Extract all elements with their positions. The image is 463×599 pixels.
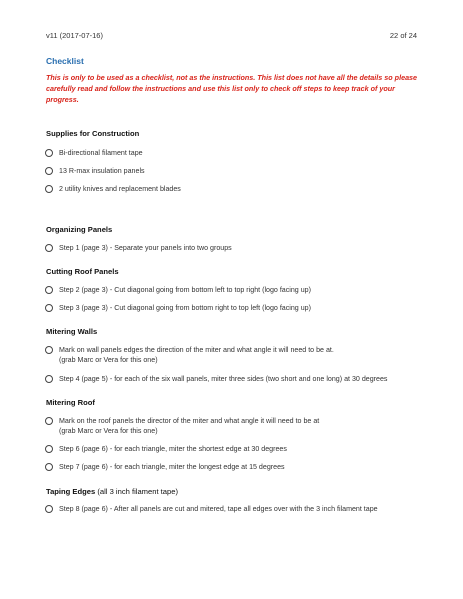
item-label: Step 4 (page 5) - for each of the six wall panels, miter three sides (two short and one long) at 30 degrees <box>59 375 388 383</box>
checkbox-circle[interactable] <box>45 417 53 425</box>
item-label: Step 2 (page 3) - Cut diagonal going from bottom left to top right (logo facing up) <box>59 286 311 294</box>
checklist-item <box>45 374 425 384</box>
item-note: (grab Marc or Vera for this one) <box>59 356 158 364</box>
section-heading-cutting: Cutting Roof Panels <box>46 267 119 276</box>
checklist-item <box>45 285 425 295</box>
checklist-item <box>45 184 425 194</box>
section-heading-taping <box>46 487 178 496</box>
checkbox-circle[interactable] <box>45 505 53 513</box>
section-heading-taping-label: Taping Edges <box>46 487 96 496</box>
checklist-item <box>45 462 425 472</box>
item-note: (grab Marc or Vera for this one) <box>59 427 158 435</box>
warning-text: This is only to be used as a checklist, not as the instructions. This list does not have all the details so please carefully read and follow the instructions and use this list only to check off steps to keep track of your progress. <box>46 73 418 104</box>
checklist-item <box>45 444 425 454</box>
checklist-item <box>45 416 425 436</box>
page-number: 22 of 24 <box>389 31 417 40</box>
version-label: v11 (2017-07-16) <box>46 31 103 40</box>
checkbox-circle[interactable] <box>45 375 53 383</box>
checklist-item <box>45 345 425 365</box>
checkbox-circle[interactable] <box>45 149 53 157</box>
item-label: Step 1 (page 3) - Separate your panels into two groups <box>59 244 232 252</box>
checkbox-circle[interactable] <box>45 244 53 252</box>
item-label: 13 R-max insulation panels <box>59 167 145 175</box>
checklist-item <box>45 148 425 158</box>
checkbox-circle[interactable] <box>45 167 53 175</box>
checklist-item <box>45 243 425 253</box>
page-title: Checklist <box>46 56 84 66</box>
item-label: Bi-directional filament tape <box>59 149 143 157</box>
item-label: Mark on wall panels edges the direction of the miter and what angle it will need to be at. <box>59 346 334 354</box>
checklist-item <box>45 504 425 514</box>
item-label: Step 6 (page 6) - for each triangle, miter the shortest edge at 30 degrees <box>59 445 287 453</box>
section-heading-walls: Mitering Walls <box>46 327 98 336</box>
item-label: Step 8 (page 6) - After all panels are cut and mitered, tape all edges over with the 3 inch filament tape <box>59 505 378 513</box>
checklist-item <box>45 303 425 313</box>
checkbox-circle[interactable] <box>45 286 53 294</box>
section-heading-organizing: Organizing Panels <box>46 225 113 234</box>
section-heading-taping-note: (all 3 inch filament tape) <box>97 487 178 496</box>
item-label: Step 7 (page 6) - for each triangle, miter the longest edge at 15 degrees <box>59 463 285 471</box>
item-label: 2 utility knives and replacement blades <box>59 185 181 193</box>
section-heading-roof: Mitering Roof <box>46 398 95 407</box>
checkbox-circle[interactable] <box>45 304 53 312</box>
checkbox-circle[interactable] <box>45 185 53 193</box>
section-heading-supplies: Supplies for Construction <box>46 129 140 138</box>
checkbox-circle[interactable] <box>45 463 53 471</box>
item-label: Step 3 (page 3) - Cut diagonal going from bottom right to top left (logo facing up) <box>59 304 311 312</box>
checklist-item <box>45 166 425 176</box>
item-label: Mark on the roof panels the director of the miter and what angle it will need to be at <box>59 417 320 425</box>
checkbox-circle[interactable] <box>45 346 53 354</box>
checkbox-circle[interactable] <box>45 445 53 453</box>
